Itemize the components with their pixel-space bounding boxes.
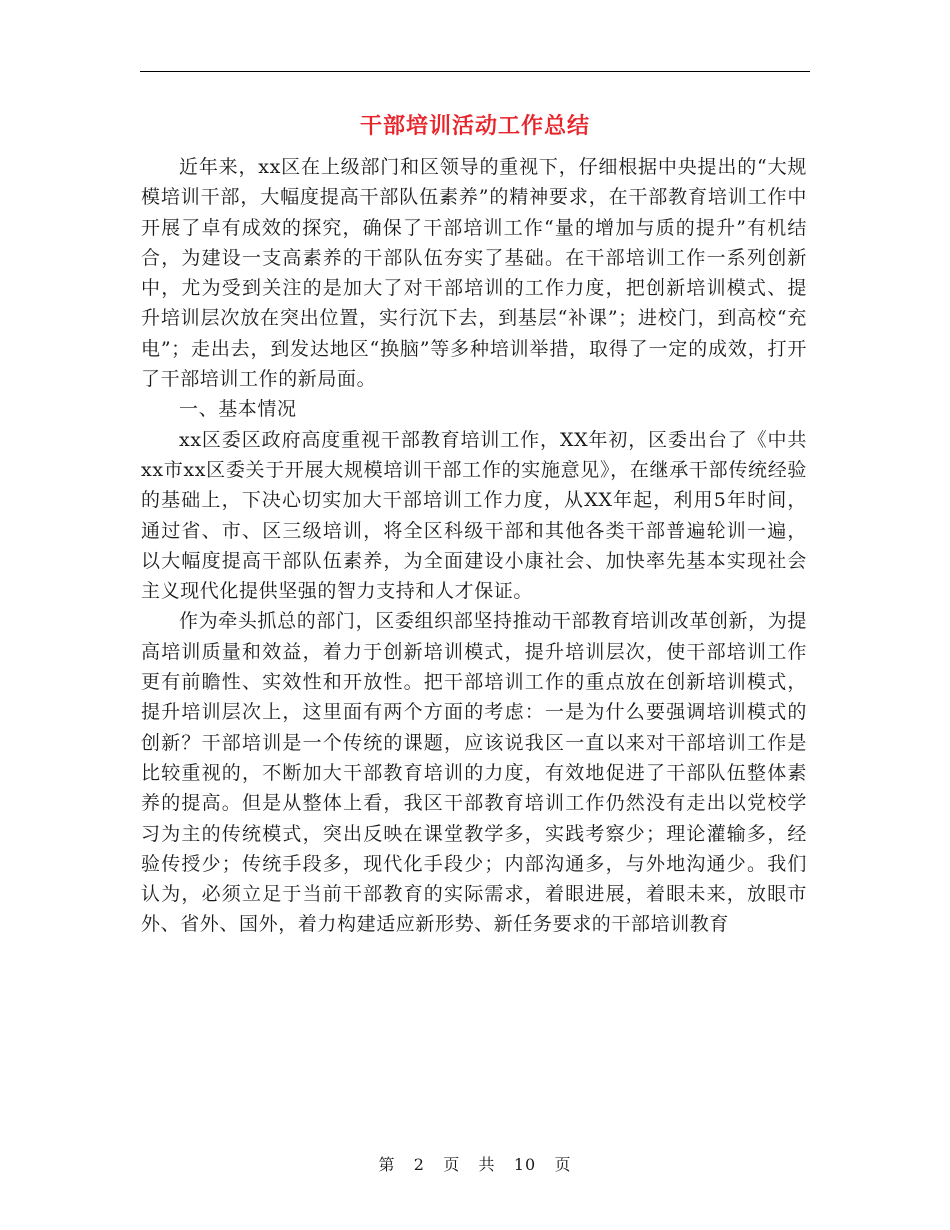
footer-label-mid1: 页 [443,1155,461,1174]
footer-label-pre: 第 [378,1155,396,1174]
paragraph-organization-department: 作为牵头抓总的部门，区委组织部坚持推动干部教育培训改革创新，为提高培训质量和效益，着力于创新培训模式，提升培训层次，使干部培训工作更有前瞻性、实效性和开放性。把干部培训工作的重点放在创新培训模式，提升培训层次上，这里面有两个方面的考虑：一是为什么要强调培训模式的创新？干部培训是一个传统的课题，应该说我区一直以来对干部培训工作是比较重视的，不断加大干部教育培训的力度，有效地促进了干部队伍整体素养的提高。但是从整体上看，我区干部教育培训工作仍然没有走出以党校学习为主的传统模式，突出反映在课堂教学多，实践考察少；理论灌输多，经验传授少；传统手段多，现代化手段少；内部沟通多，与外地沟通少。我们认为，必须立足于当前干部教育的实际需求，着眼进展，着眼未来，放眼市外、省外、国外，着力构建适应新形势、新任务要求的干部培训教育 [141,610,807,936]
header-rule [140,71,810,72]
paragraph-basic-situation: xx区委区政府高度重视干部教育培训工作，XX年初，区委出台了《中共xx市xx区委关于开展大规模培训干部工作的实施意见》，在继承干部传统经验的基础上，下决心切实加大干部培训工作力度，从XX年起，利用5年时间，通过省、市、区三级培训，将全区科级干部和其他各类干部普遍轮训一遍，以大幅度提高干部队伍素养，为全面建设小康社会、加快率先基本实现社会主义现代化提供坚强的智力支持和人才保证。 [141,428,807,603]
section-heading-basic-situation: 一、基本情况 [179,398,297,421]
paragraph-intro: 近年来，xx区在上级部门和区领导的重视下，仔细根据中央提出的“大规模培训干部，大幅度提高干部队伍素养”的精神要求，在干部教育培训工作中开展了卓有成效的探究，确保了干部培训工作“量的增加与质的提升”有机结合，为建设一支高素养的干部队伍夯实了基础。在干部培训工作一系列创新中，尤为受到关注的是加大了对干部培训的工作力度，把创新培训模式、提升培训层次放在突出位置，实行沉下去，到基层“补课”；进校门，到高校“充电”；走出去，到发达地区“换脑”等多种培训举措，取得了一定的成效，打开了干部培训工作的新局面。 [141,156,807,391]
footer-current-page: 2 [413,1155,425,1174]
footer-label-post: 页 [554,1155,572,1174]
page-footer [0,1152,950,1175]
document-body [141,152,807,940]
document-title: 干部培训活动工作总结 [359,113,590,139]
footer-label-mid2: 共 [478,1155,496,1174]
footer-total-pages: 10 [513,1155,537,1174]
